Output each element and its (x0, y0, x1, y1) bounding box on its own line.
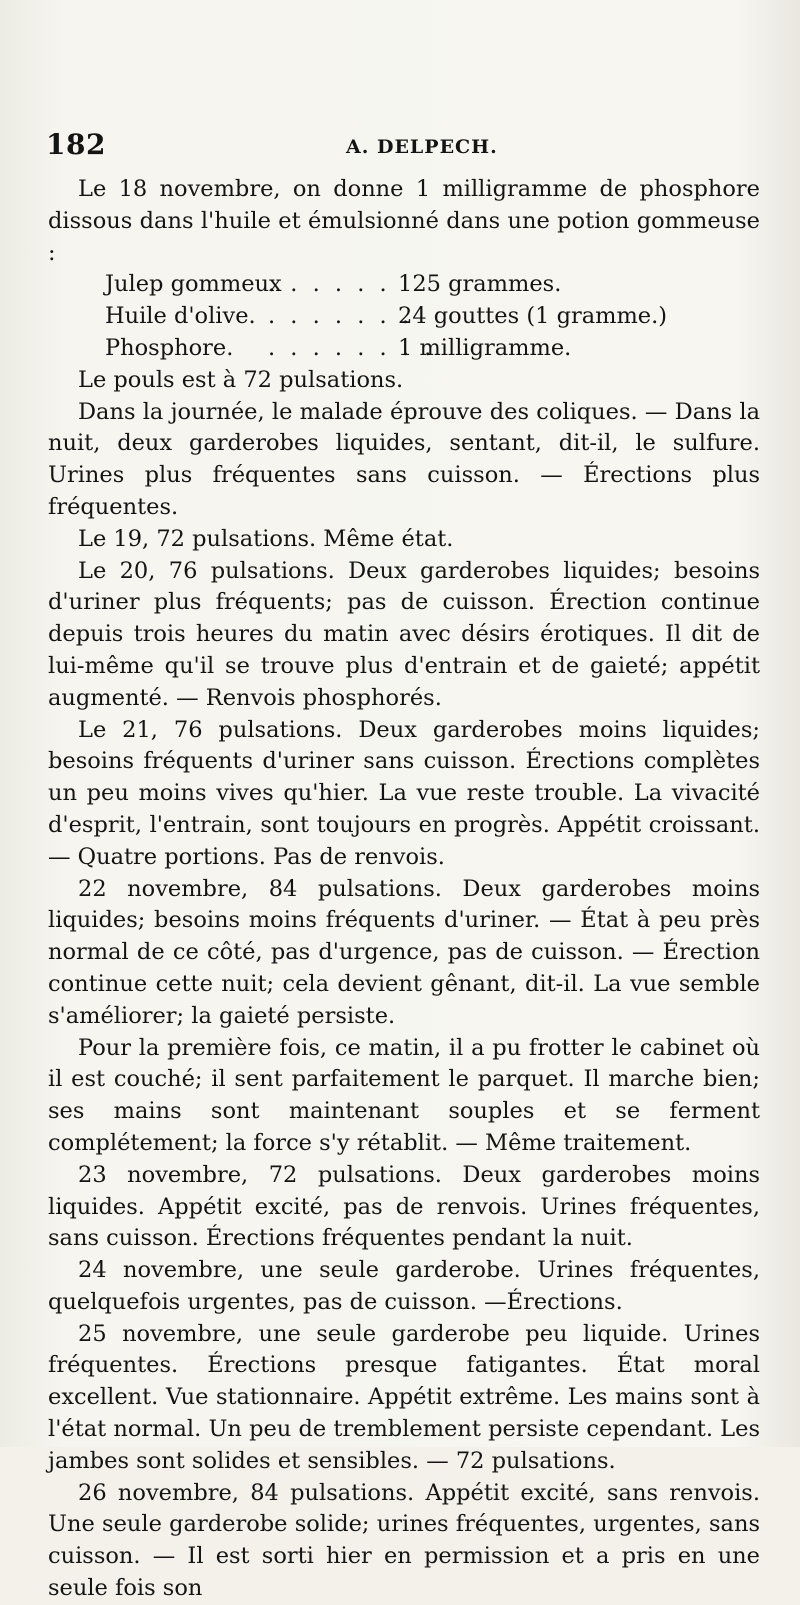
paragraph: 26 novembre, 84 pulsations. Appétit excité, sans renvois. Une seule garderobe solide; urines fréquentes, urgentes, sans cuisson. — Il est sorti hier en permission et a pris en une seule fois son (48, 1479, 760, 1602)
paragraph: Le 19, 72 pulsations. Même état. (78, 525, 454, 552)
paragraph: Le 18 novembre, on donne 1 milligramme de phosphore dissous dans l'huile et émulsionné dans une potion gommeuse : (48, 176, 760, 266)
ingredient-name: Julep gommeux (105, 271, 282, 298)
leader-dots: . . . . . . . . (268, 334, 436, 361)
paragraph: 22 novembre, 84 pulsations. Deux garderobes moins liquides; besoins moins fréquents d'uriner. — État à peu près normal de ce côté, pas d'urgence, pas de cuisson. — Érection continue cette nuit; cela devient gênant, dit-il. La vue semble s'améliorer; la gaieté persiste. (48, 875, 760, 1029)
page-number: 182 (46, 128, 106, 161)
prescription-item (105, 269, 760, 301)
paragraph: 24 novembre, une seule garderobe. Urines fréquentes, quelquefois urgentes, pas de cuisson. —Érections. (48, 1257, 760, 1315)
paragraph: Le 20, 76 pulsations. Deux garderobes liquides; besoins d'uriner plus fréquents; pas de cuisson. Érection continue depuis trois heures du matin avec désirs érotiques. Il dit de lui-même qu'il se trouve plus d'entrain et de gaieté; appétit augmenté. — Renvois phosphorés. (48, 557, 760, 711)
running-head: A. DELPECH. (346, 136, 498, 158)
paragraph: Dans la journée, le malade éprouve des coliques. — Dans la nuit, deux garderobes liquides, sentant, dit-il, le sulfure. Urines plus fréquentes sans cuisson. — Érections plus fréquentes. (48, 398, 760, 520)
paragraph: Le pouls est à 72 pulsations. (78, 366, 404, 393)
prescription-list (48, 269, 760, 364)
ingredient-name: Huile d'olive. (105, 303, 256, 330)
prescription-item (105, 333, 760, 365)
paragraph: 25 novembre, une seule garderobe peu liquide. Urines fréquentes. Érections presque fatigantes. État moral excellent. Vue stationnaire. Appétit extrême. Les mains sont à l'état normal. Un peu de tremblement persiste cependant. Les jambes sont solides et sensibles. — 72 pulsations. (48, 1320, 760, 1474)
leader-dots: . . . . . . . (268, 303, 413, 330)
page-header (46, 128, 756, 160)
paragraph: Pour la première fois, ce matin, il a pu frotter le cabinet où il est couché; il sent parfaitement le parquet. Il marche bien; ses mains sont maintenant souples et se ferment complétement; la force s'y rétablit. — Même traitement. (48, 1034, 760, 1156)
ingredient-name: Phosphore. (105, 334, 234, 361)
leader-dots: . . . . . . (268, 271, 391, 298)
ingredient-quantity: 125 grammes. (398, 271, 562, 298)
prescription-item (105, 301, 760, 333)
paragraph: Le 21, 76 pulsations. Deux garderobes moins liquides; besoins fréquents d'uriner sans cuisson. Érections complètes un peu moins vives qu'hier. La vue reste trouble. La vivacité d'esprit, l'entrain, sont toujours en progrès. Appétit croissant. — Quatre portions. Pas de renvois. (48, 716, 760, 870)
body-text (48, 174, 760, 1605)
ingredient-quantity: 1 milligramme. (398, 334, 572, 361)
paragraph: 23 novembre, 72 pulsations. Deux garderobes moins liquides. Appétit excité, pas de renvois. Urines fréquentes, sans cuisson. Érections fréquentes pendant la nuit. (48, 1161, 760, 1252)
ingredient-quantity: 24 gouttes (1 gramme.) (398, 303, 668, 330)
